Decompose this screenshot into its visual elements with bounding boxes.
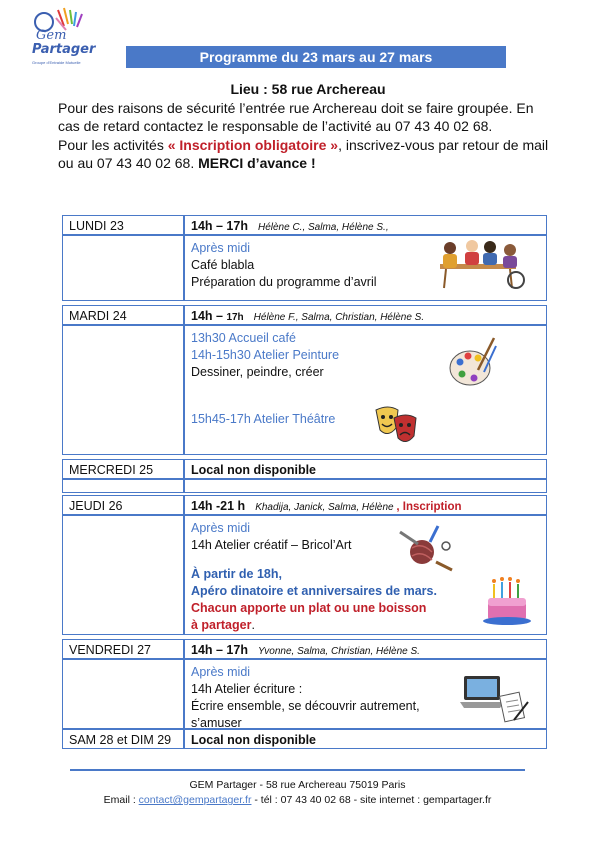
activity-line: 13h30 Accueil café [191, 331, 296, 345]
activity-period: Après midi [191, 521, 251, 535]
day-label: MARDI 24 [69, 309, 127, 323]
time-slot: 14h -21 h Khadija, Janick, Salma, Hélène , Inscription [191, 499, 462, 513]
registration-text-b: , inscrivez-vous par retour de mail ou au 07 43 40 02 68. [58, 136, 549, 171]
day-label: SAM 28 et DIM 29 [69, 733, 172, 747]
email-link[interactable]: contact@gempartager.fr [138, 794, 252, 806]
schedule-row-weekend [62, 729, 547, 749]
day-label: VENDREDI 27 [69, 643, 151, 657]
staff-names: Khadija, Janick, Salma, Hélène [255, 502, 397, 513]
security-notice: Pour des raisons de sécurité l’entrée rue Archereau doit se faire groupée. En cas de retard contactez le responsable de l’activité au 07 43 40 02 68. [58, 99, 534, 134]
staff-names: Hélène C., Salma, Hélène S., [257, 222, 389, 233]
staff-names: Yvonne, Salma, Christian, Hélène S. [257, 646, 420, 657]
laptop-writing-icon [458, 672, 530, 724]
activity-line: Préparation du programme d’avril [191, 275, 377, 289]
time-slot: 14h – 17h Hélène F., Salma, Christian, Hélène S. [191, 309, 425, 323]
location-line: Lieu : 58 rue Archereau [230, 81, 386, 97]
logo-text-gem: Gem [36, 28, 67, 43]
activity-line: À partir de 18h, [191, 567, 282, 581]
day-label: MERCREDI 25 [69, 463, 154, 477]
day-label: LUNDI 23 [69, 219, 124, 233]
footer-address: GEM Partager - 58 rue Archereau 75019 Paris [189, 779, 406, 791]
staff-names: Hélène F., Salma, Christian, Hélène S. [253, 312, 425, 323]
activity-details [191, 664, 420, 732]
activity-line: Dessiner, peindre, créer [191, 365, 324, 379]
activity-period: Après midi [191, 665, 251, 679]
activity-line: Café blabla [191, 258, 255, 272]
footer-contact: Email : contact@gempartager.fr - tél : 07 43 40 02 68 - site internet : gempartager.fr [103, 794, 492, 806]
activity-line: 15h45-17h Atelier Théâtre [191, 412, 336, 426]
logo-text-partager: Partager [32, 42, 96, 57]
activity-details [191, 330, 339, 428]
activity-line: à partager [191, 618, 252, 632]
birthday-cake-icon [482, 574, 532, 628]
registration-required-label: « Inscription obligatoire » [167, 136, 339, 153]
program-title-banner: Programme du 23 mars au 27 mars [126, 46, 506, 68]
activity-line: 14h Atelier écriture : [191, 682, 303, 696]
activity-details: Après midi 14h Atelier créatif – Bricol’Art À partir de 18h, Apéro dinatoire et anniversaires de mars. Chacun apporte un plat ou une boisson à partager. [191, 521, 437, 632]
activity-line: 14h Atelier créatif – Bricol’Art [191, 538, 352, 552]
intro-section [58, 80, 558, 173]
craft-tools-icon [398, 522, 454, 574]
footer-divider [70, 769, 525, 771]
time-slot: 14h – 17h Hélène C., Salma, Hélène S., [191, 219, 389, 233]
logo-subtitle: Groupe d'Entraide Mutuelle [32, 60, 81, 65]
inscription-label: , Inscription [396, 501, 462, 513]
gem-partager-logo [30, 6, 96, 66]
activity-line: 14h-15h30 Atelier Peinture [191, 348, 340, 362]
thanks-text: MERCI d’avance ! [198, 155, 316, 171]
unavailable-label: Local non disponible [191, 463, 316, 477]
registration-notice [58, 136, 558, 173]
schedule-row-jeudi [62, 495, 547, 635]
unavailable-label: Local non disponible [191, 733, 316, 747]
activity-line: Écrire ensemble, se découvrir autrement, [191, 699, 420, 713]
registration-text-a: Pour les activités [58, 136, 168, 153]
activity-line: Chacun apporte un plat ou une boisson [191, 601, 427, 615]
time-slot: 14h – 17h Yvonne, Salma, Christian, Hélène S. [191, 643, 420, 657]
activity-period: Après midi [191, 241, 251, 255]
day-label: JEUDI 26 [69, 499, 123, 513]
paint-palette-icon [448, 334, 498, 390]
schedule-row-mercredi [62, 459, 547, 479]
activity-line: Apéro dinatoire et anniversaires de mars. [191, 584, 437, 598]
activity-details [191, 240, 377, 291]
theater-masks-icon [372, 404, 420, 446]
people-at-table-illustration-icon [430, 238, 526, 290]
activity-line: s’amuser [191, 716, 242, 730]
footer [0, 778, 595, 808]
